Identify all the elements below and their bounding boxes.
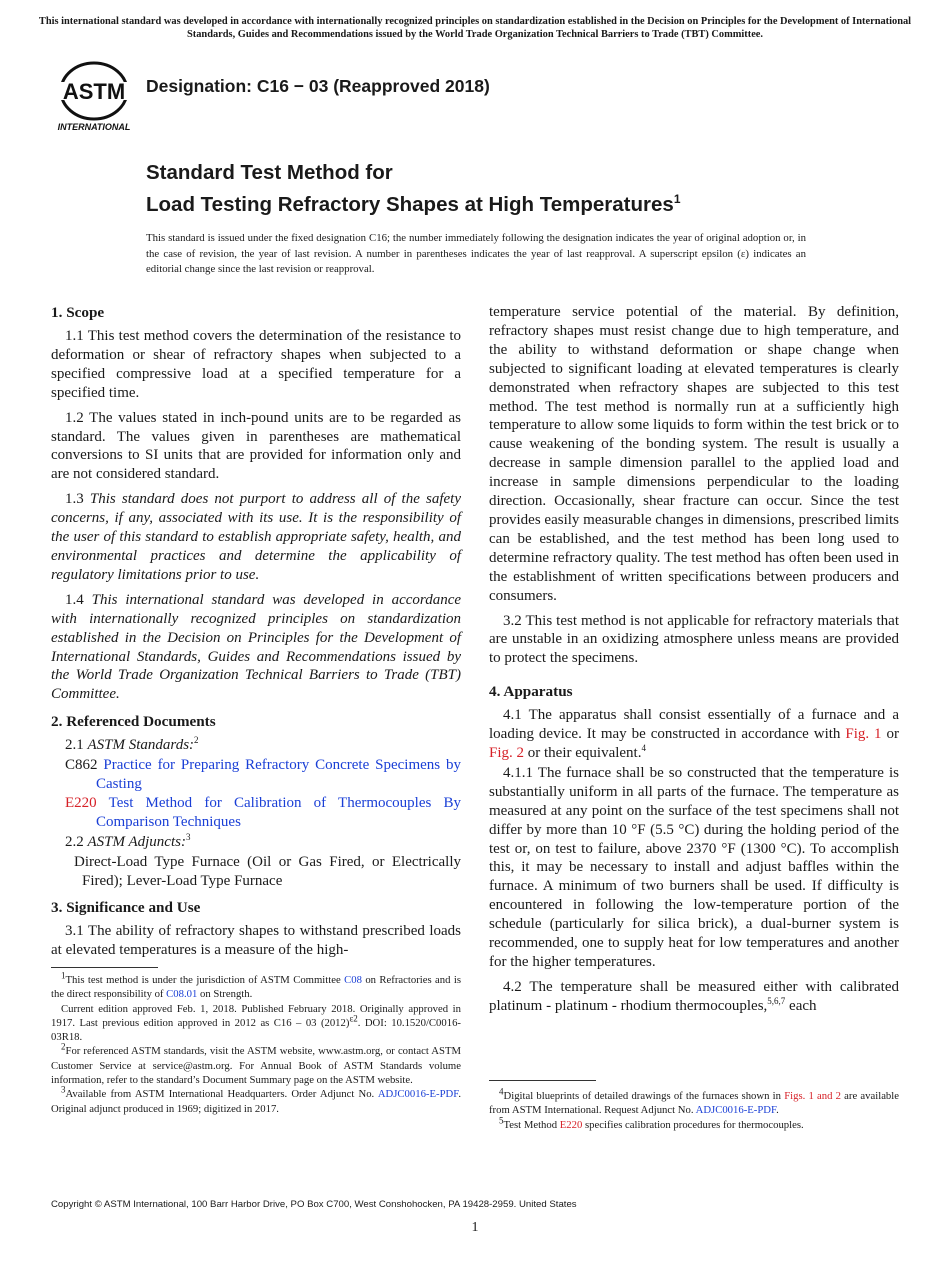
footnote-5: $^5$Test Method E220 specifies calibration procedures for thermocouples. (499, 1115, 804, 1131)
ref-c862-link[interactable]: Practice for Preparing Refractory Concrete Specimens by Casting (96, 757, 461, 793)
left-column (51, 303, 461, 966)
ref-e220-link[interactable]: Test Method for Calibration of Thermocouples By Comparison Techniques (96, 794, 462, 830)
footnote-edition: Current edition approved Feb. 1, 2018. Published February 2018. Originally approved in 1917. Last previous edition approved in 2012 as C16 – 03 $(2012)^{\varepsilon 2}$. DOI: 10.1520/C0016-03R18. (51, 1002, 461, 1044)
significance-3-1-start: 3.1 The ability of refractory shapes to withstand prescribed loads at elevated temperatures is a measure of the high- (51, 923, 461, 959)
document-title (146, 160, 681, 218)
fn3-adjunct-link[interactable]: ADJC0016-E-PDF (377, 1088, 459, 1101)
significance-3-1-cont: temperature service potential of the material. By definition, refractory shapes must resist change due to high temperature, and the ability to withstand deformation or shape change when subjected to significant loading at elevated temperatures is clearly demonstrated when refractory shapes are subjected to this test method. The test method is normally run at a sufficiently high temperature to allow some liquids to form within the test brick or to cause weakening of the bonding system. The result is usually a decrease in sample dimension parallel to the applied load and increase in sample dimensions perpendicular to the loading direction. Occasionally, shear fracture can occur. Since the test provides easily measurable changes in dimensions, prescribed limits can be established, and the test method has been long used to determine refractory quality. The test method has often been used in the establishment of written specifications between producers and consumers. (489, 304, 899, 604)
designation: Designation: C16 − 03 (Reapproved 2018) (146, 76, 490, 96)
significance-heading: 3. Significance and Use (51, 899, 201, 917)
ref-c862: C862 Practice for Preparing Refractory Concrete Specimens by Casting (65, 757, 461, 793)
fn4-figs-link[interactable]: Figs. 1 and 2 (784, 1090, 841, 1102)
fn4-adjunct-link[interactable]: ADJC0016-E-PDF (695, 1104, 777, 1117)
title-line-1: Standard Test Method for (146, 161, 393, 184)
apparatus-heading: 4. Apparatus (489, 683, 573, 701)
footnotes-left (51, 970, 462, 1116)
fig-2-link[interactable]: Fig. 2 (489, 745, 525, 762)
astm-adjuncts-label: 2.2 ASTM Adjuncts:$^3$ (65, 831, 191, 850)
fn-c08-link[interactable]: C08 (344, 974, 362, 986)
astm-standards-label: 2.1 ASTM Standards:$^2$ (65, 735, 199, 754)
refdocs-heading: 2. Referenced Documents (51, 713, 216, 731)
scope-1-4: 1.4 This international standard was developed in accordance with internationally recognized principles on standardization established in the Decision on Principles for the Development of International Standards, Guides and Recommendations issued by the World Trade Organization Technical Barriers to Trade (TBT) Committee. (51, 591, 462, 703)
scope-1-3: 1.3 This standard does not purport to address all of the safety concerns, if any, associated with its use. It is the responsibility of the user of this standard to establish appropriate safety, health, and environmental practices and determine the applicability of regulatory limitations prior to use. (51, 491, 462, 583)
logo-text: ASTM (62, 79, 126, 104)
header-notice: This international standard was developed in accordance with internationally recognized principles on standardization established in the Decision on Principles for the Development of International Standards, Guides and Recommendations issued by the World Trade Organization Technical Barriers to Trade (TBT) Committee. (38, 16, 912, 40)
scope-1-2: 1.2 The values stated in inch-pound units are to be regarded as standard. The values given in parentheses are mathematical conversions to SI units that are provided for information only and are not considered standard. (51, 409, 461, 483)
footnote-2: $^2$For referenced ASTM standards, visit the ASTM website, www.astm.org, or contact ASTM Customer Service at service@astm.org. For Annual Book of ASTM Standards volume information, refer to the standard’s Document Summary page on the ASTM website. (51, 1041, 461, 1087)
title-line-2: Load Testing Refractory Shapes at High Temperatures$^1$ (146, 192, 681, 216)
fn-c0801-link[interactable]: C08.01 (166, 988, 198, 1001)
significance-3-2: 3.2 This test method is not applicable for refractory materials that are unstable in an oxidizing atmosphere unless means are provided to protect the specimens. (489, 612, 899, 667)
right-column (489, 303, 899, 1022)
footnote-rule-left (51, 967, 158, 968)
page-number: 1 (471, 1220, 479, 1235)
footnote-3: $^3$Available from ASTM International Headquarters. Order Adjunct No. ADJC0016-E-PDF. Original adjunct produced in 1969; digitized in 2017. (51, 1084, 461, 1115)
footnote-1: $^1$This test method is under the jurisdiction of ASTM Committee C08 on Refractories and is the direct responsibility of C08.01 on Strength. (51, 970, 462, 1001)
scope-1-1: 1.1 This test method covers the determination of the resistance to deformation or shear of refractory shapes when subjected to a specified compressive load at a specified temperature for a specified time. (51, 328, 461, 401)
scope-heading: 1. Scope (51, 304, 105, 321)
astm-logo (54, 58, 134, 134)
footnote-rule-right (489, 1080, 596, 1081)
apparatus-4-2: 4.2 The temperature shall be measured either with calibrated platinum - platinum - rhodium thermocouples,$^{5,6,7}$ each (489, 978, 899, 1014)
fig-1-link[interactable]: Fig. 1 (845, 726, 882, 743)
ref-e220 (65, 794, 461, 832)
apparatus-4-1-1: 4.1.1 The furnace shall be so constructed that the temperature is substantially uniform in all parts of the furnace. The temperature as measured at any point on the surface of the test specimens shall not differ by more than 10 °F (5.5 °C) during the holding period of the test or, on test to failure, above 2370 °F (1300 °C). To accomplish this, it may be necessary to install and adjust baffles within the furnace. A minimum of two burners shall be used. If difficulty is encountered in following the low-temperature portion of the schedule (particularly for silica brick), a dual-burner system is recommended, one to supply heat for low temperatures and another for the higher temperatures. (489, 764, 899, 970)
ref-e220-code-link[interactable]: E220 (65, 794, 97, 811)
footnote-4: $^4$Digital blueprints of detailed drawings of the furnaces shown in Figs. 1 and 2 are available from ASTM International. Request Adjunct No. ADJC0016-E-PDF. (489, 1086, 899, 1117)
fn5-e220-link[interactable]: E220 (559, 1118, 583, 1131)
adjunct-list: Direct-Load Type Furnace (Oil or Gas Fired, or Electrically Fired); Lever-Load Type Furnace (74, 853, 461, 889)
issued-note: This standard is issued under the fixed designation C16; the number immediately following the designation indicates the year of original adoption or, in the case of revision, the year of last revision. A number in parentheses indicates the year of last reapproval. A superscript epsilon (ε) indicates an editorial change since the last revision or reapproval. (146, 232, 806, 275)
footnotes-right (489, 1086, 899, 1132)
copyright: Copyright © ASTM International, 100 Barr Harbor Drive, PO Box C700, West Conshohocken, PA 19428-2959. United States (51, 1199, 577, 1210)
apparatus-4-1: 4.1 The apparatus shall consist essentially of a furnace and a loading device. It may be constructed in accordance with Fig. 1 or Fig. 2 or their equivalent.$^4$ (489, 707, 899, 762)
logo-sub: INTERNATIONAL (57, 122, 131, 132)
